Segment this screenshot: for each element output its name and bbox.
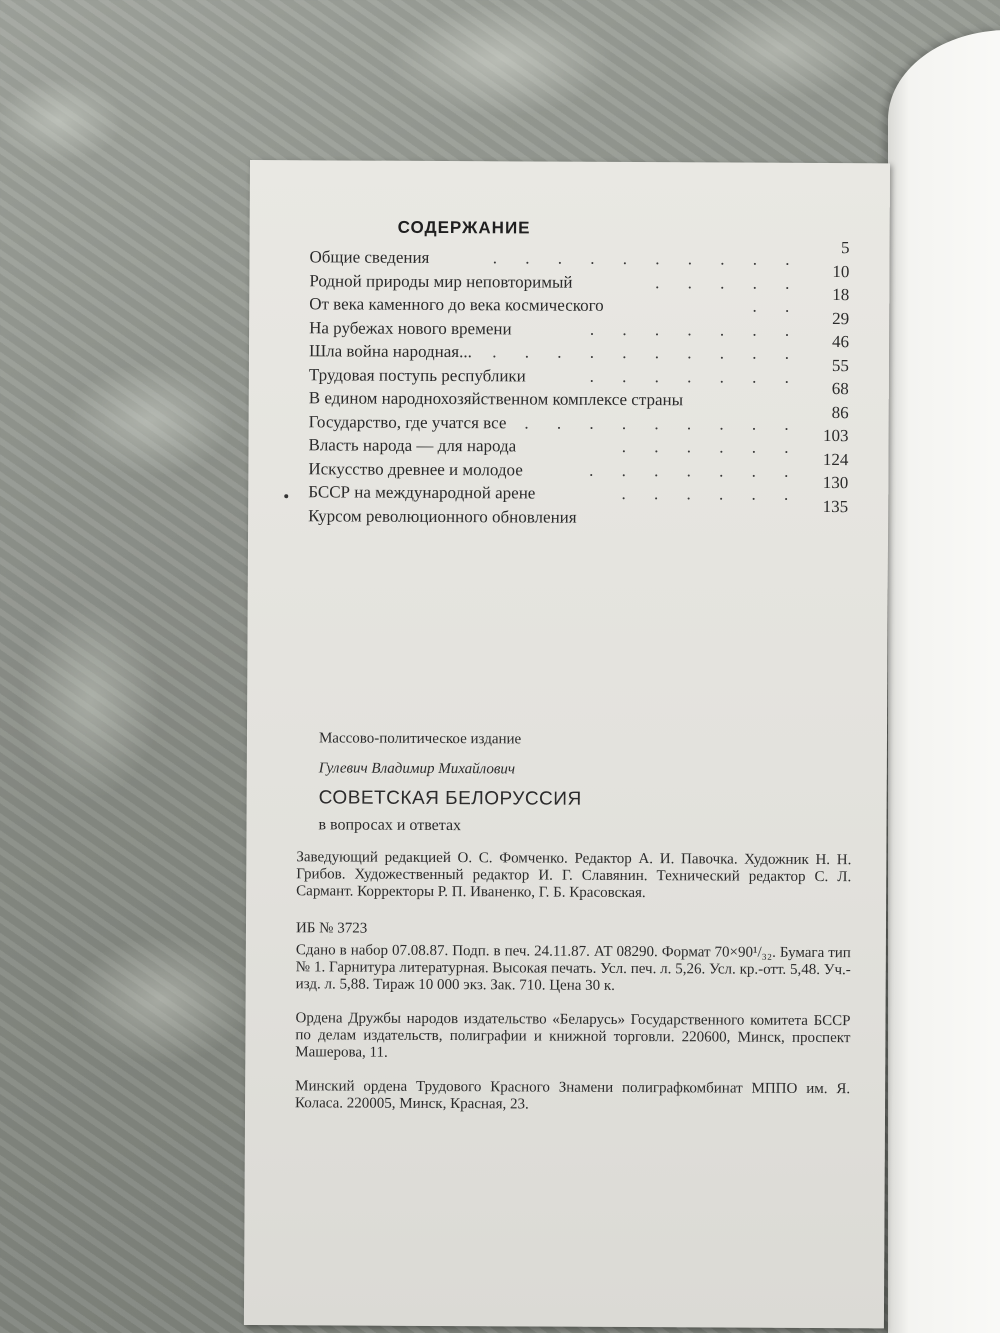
toc-entry-page: 130 <box>822 473 849 493</box>
toc-entry-page: 103 <box>823 426 849 446</box>
toc-entry-page: 135 <box>822 496 849 516</box>
table-of-contents <box>308 238 850 530</box>
toc-leader-dots: . . . . . . . <box>589 460 801 481</box>
book-subtitle: в вопросах и ответах <box>318 816 462 835</box>
book-title: СОВЕТСКАЯ БЕЛОРУССИЯ <box>318 787 582 810</box>
toc-leader-dots: . . . . . . . . . <box>524 412 801 434</box>
toc-entry-page: 10 <box>832 261 850 281</box>
toc-entry-title: Курсом революционного обновления <box>308 505 577 527</box>
toc-entry-title: Власть народа — для народа <box>308 435 517 456</box>
pen-mark <box>284 494 288 498</box>
toc-leader-dots: . . . . . . . . . . <box>492 342 802 363</box>
toc-entry-title: Общие сведения <box>309 247 430 267</box>
toc-leader-dots: . . . . . . . <box>589 366 801 387</box>
print-details: Сдано в набор 07.08.87. Подп. в печ. 24.11.87. АТ 08290. Формат 70×90¹/₃₂. Бумага тип № 1. Гарнитура литературная. Высокая печать. Усл. печ. л. 5,26. Усл. кр.-отт. 5,48. Уч.-изд. л. 5,88. Тираж 10 000 экз. Зак. 710. Цена 30 к. <box>295 942 851 994</box>
toc-leader-dots: . . . . . <box>655 272 802 293</box>
edition-type: Массово-политическое издание <box>318 730 522 748</box>
toc-entry <box>308 355 849 389</box>
toc-heading: СОДЕРЖАНИЕ <box>397 217 531 238</box>
toc-leader-dots: . . . . . . <box>621 436 801 457</box>
toc-leader-dots: . . . . . . . <box>589 319 802 340</box>
toc-entry-title: Трудовая поступь республики <box>308 364 526 385</box>
toc-entry <box>308 379 849 412</box>
toc-entry-page: 86 <box>831 402 849 422</box>
printer-info: Минский ордена Трудового Красного Знамени полиграфкомбинат МППО им. Я. Коласа. 220005, Минск, Красная, 23. <box>295 1078 851 1113</box>
toc-entry-page: 124 <box>822 449 849 469</box>
toc-entry-page: 68 <box>831 379 849 399</box>
toc-leader-dots: . . . . . . <box>621 483 801 504</box>
editorial-credits: Заведующий редакцией О. С. Фомченко. Редактор А. И. Павочка. Художник Н. Н. Грибов. Художественный редактор И. Г. Славянин. Технический редактор С. Л. Сармант. Корректоры Р. П. Иваненко, Г. Б. Красовская. <box>296 849 852 902</box>
toc-entry-title: БССР на международной арене <box>308 482 536 503</box>
toc-entry-page: 29 <box>832 308 850 328</box>
toc-entry-page: 5 <box>840 238 850 258</box>
toc-entry-title: На рубежах нового времени <box>309 317 512 338</box>
toc-entry <box>308 496 849 530</box>
toc-leader-dots: . . . . . . . . . . <box>492 248 802 269</box>
toc-entry-title: Искусство древнее и молодое <box>308 458 523 479</box>
toc-entry-page: 55 <box>831 355 849 375</box>
toc-entry-title: Родной природы мир неповторимый <box>309 270 573 292</box>
publisher-info: Ордена Дружбы народов издательство «Беларусь» Государственного комитета БССР по делам издательств, полиграфии и книжной торговли. 220600, Минск, проспект Машерова, 11. <box>295 1010 851 1061</box>
next-page-edge <box>888 30 1000 1333</box>
toc-entry-title: Шла война народная... <box>308 341 472 362</box>
toc-entry-page: 46 <box>832 332 850 352</box>
toc-entry-title: От века каменного до века космического <box>309 294 604 315</box>
toc-entry-title: Государство, где учатся все <box>308 411 507 432</box>
author-name: Гулевич Владимир Михайлович <box>318 760 516 778</box>
toc-entry <box>308 402 849 436</box>
toc-leader-dots: . . <box>752 296 802 316</box>
ib-number: ИБ № 3723 <box>295 920 368 937</box>
book-page <box>244 160 890 1328</box>
toc-entry-title: В едином народнохозяйственном комплексе страны <box>308 388 684 410</box>
toc-entry <box>308 332 850 365</box>
toc-entry-page: 18 <box>832 285 850 305</box>
